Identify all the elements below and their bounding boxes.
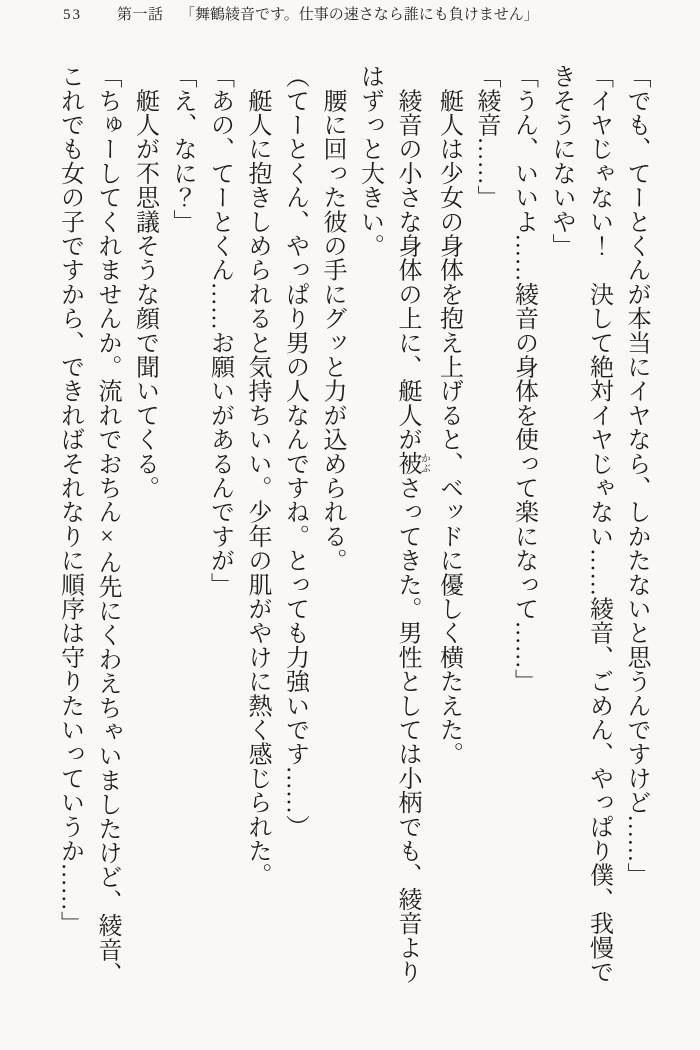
text-line-12: 「あの、てーとくん……お願いがあるんですが」 <box>206 64 233 597</box>
text-line-8: はずっと大きい。 <box>356 64 383 258</box>
text-line-4: 「うん、いいよ……綾音の身体を使って楽になって……」 <box>510 64 537 694</box>
ruby-base: 被 <box>394 451 420 476</box>
text-line-9: 腰に回った彼の手にグッと力が込められる。 <box>319 64 345 573</box>
text-line-1: 「でも、てーとくんが本当にイヤなら、しかたないと思うんですけど……」 <box>623 64 649 887</box>
text-line-10: （てーとくん、やっぱり男の人なんですね。とっても力強いです……） <box>281 64 308 839</box>
text-line-2: 「イヤじゃない！ 決して絶対イヤじゃない……綾音、ごめん、やっぱり僕、我慢で <box>585 64 612 984</box>
text-body <box>54 64 654 986</box>
text-segment: 綾音の小さな身体の上に、艇人が <box>394 64 420 452</box>
text-segment: さってきた。男性としては小柄でも、綾音より <box>394 475 420 984</box>
text-line-7 <box>388 64 430 986</box>
running-header <box>0 5 700 29</box>
text-line-13: 「え、なに？」 <box>169 64 195 234</box>
text-line-15: 「ちゅーしてくれませんか。流れでおちん×ん先にくわえちゃいましたけど、綾音、 <box>94 64 120 986</box>
text-line-5: 「綾音……」 <box>473 64 499 210</box>
text-line-6: 艇人は少女の身体を抱え上げると、ベッドに優しく横たえた。 <box>435 64 462 766</box>
text-line-16: これでも女の子ですから、できればそれなりに順序は守りたいっていうか……」 <box>56 64 83 936</box>
ruby-text: かぶ <box>418 451 430 476</box>
text-line-14: 艇人が不思議そうな顔で聞いてくる。 <box>131 64 158 500</box>
text-line-3: きそうにないや」 <box>548 64 574 258</box>
ruby-annotation <box>394 451 430 476</box>
text-line-11: 艇人に抱きしめられると気持ちいい。少年の肌がやけに熱く感じられた。 <box>244 64 270 887</box>
chapter-label: 第一話 <box>117 7 164 23</box>
page-number: 53 <box>63 7 82 23</box>
chapter-title: 「舞鶴綾音です。仕事の速さなら誰にも負けません」 <box>180 7 539 23</box>
